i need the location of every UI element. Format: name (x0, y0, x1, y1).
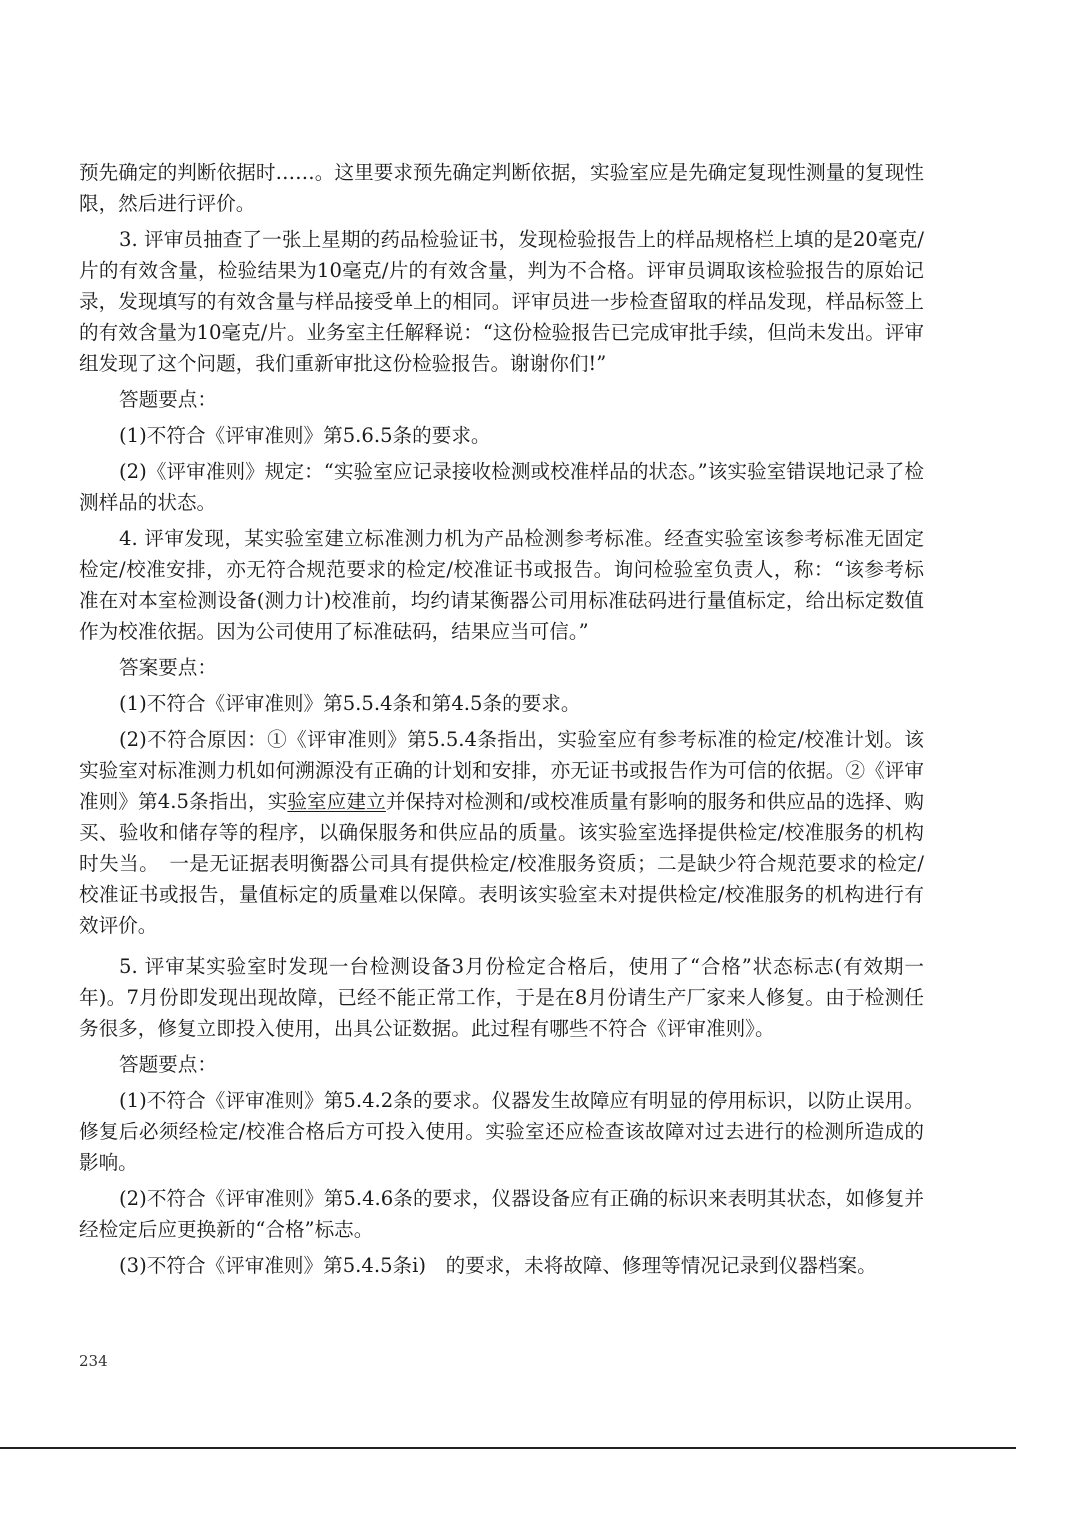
answer-heading: 答题要点： (119, 388, 217, 411)
answer-point: (1)不符合《评审准则》第5.4.2条的要求。仪器发生故障应有明显的停用标识，以防止误用。修复后必须经检定/校准合格后方可投入使用。实验室还应检查该故障对过去进行的检测所造成的影响。 (79, 1089, 924, 1174)
answer-heading: 答题要点： (119, 1053, 217, 1076)
paragraph: 5. 评审某实验室时发现一台检测设备3月份检定合格后，使用了“合格”状态标志(有效期一年)。7月份即发现出现故障，已经不能正常工作，于是在8月份请生产厂家来人修复。由于检测任务很多，修复立即投入使用，出具公证数据。此过程有哪些不符合《评审准则》。 (79, 955, 924, 1040)
answer-heading: 答案要点： (119, 656, 217, 679)
page-number: 234 (79, 1352, 108, 1370)
text-run: (2)不符合原因：①《评审准则》第5.5.4条指出，实验室应有参考标准的检定/校准计划。该实验室对标准测力机如何溯源没有正确的计划和安排，亦无证书或报告作为可信的依据。②《评审准则》第4.5条指出，实 (79, 728, 924, 813)
page-body (79, 157, 924, 1281)
answer-point: (1)不符合《评审准则》第5.6.5条的要求。 (119, 424, 491, 447)
paragraph: 4. 评审发现，某实验室建立标准测力机为产品检测参考标准。经查实验室该参考标准无固定检定/校准安排，亦无符合规范要求的检定/校准证书或报告。询问检验室负责人，称：“该参考标准在对本室检测设备(测力计)校准前，均约请某衡器公司用标准砝码进行量值标定，给出标定数值作为校准依据。因为公司使用了标准砝码，结果应当可信。” (79, 527, 924, 643)
underlined-text: 验室应建立 (287, 790, 386, 813)
answer-point: (1)不符合《评审准则》第5.5.4条和第4.5条的要求。 (119, 692, 581, 715)
paragraph: 预先确定的判断依据时……。这里要求预先确定判断依据，实验室应是先确定复现性测量的复现性限，然后进行评价。 (79, 161, 924, 215)
text-run: 并保持对检测和/或校准质量有影响的服务和供应品的选择、购买、验收和储存等的程序，以确保服务和供应品的质量。该实验室选择提供检定/校准服务的机构时失当。 一是无证据表明衡器公司具有提供检定/校准服务资质；二是缺少符合规范要求的检定/校准证书或报告，量值标定的质量难以保障。表明该实验室未对提供检定/校准服务的机构进行有效评价。 (79, 790, 924, 937)
answer-point: (2)《评审准则》规定：“实验室应记录接收检测或校准样品的状态。”该实验室错误地记录了检测样品的状态。 (79, 460, 924, 514)
answer-point (79, 724, 924, 941)
footer-rule (0, 1447, 1016, 1449)
paragraph: 3. 评审员抽查了一张上星期的药品检验证书，发现检验报告上的样品规格栏上填的是20毫克/片的有效含量，检验结果为10毫克/片的有效含量，判为不合格。评审员调取该检验报告的原始记录，发现填写的有效含量与样品接受单上的相同。评审员进一步检查留取的样品发现，样品标签上的有效含量为10毫克/片。业务室主任解释说：“这份检验报告已完成审批手续，但尚未发出。评审组发现了这个问题，我们重新审批这份检验报告。谢谢你们!” (79, 228, 924, 375)
answer-point: (2)不符合《评审准则》第5.4.6条的要求，仪器设备应有正确的标识来表明其状态，如修复并经检定后应更换新的“合格”标志。 (79, 1187, 924, 1241)
answer-point: (3)不符合《评审准则》第5.4.5条i) 的要求，未将故障、修理等情况记录到仪器档案。 (119, 1254, 877, 1277)
